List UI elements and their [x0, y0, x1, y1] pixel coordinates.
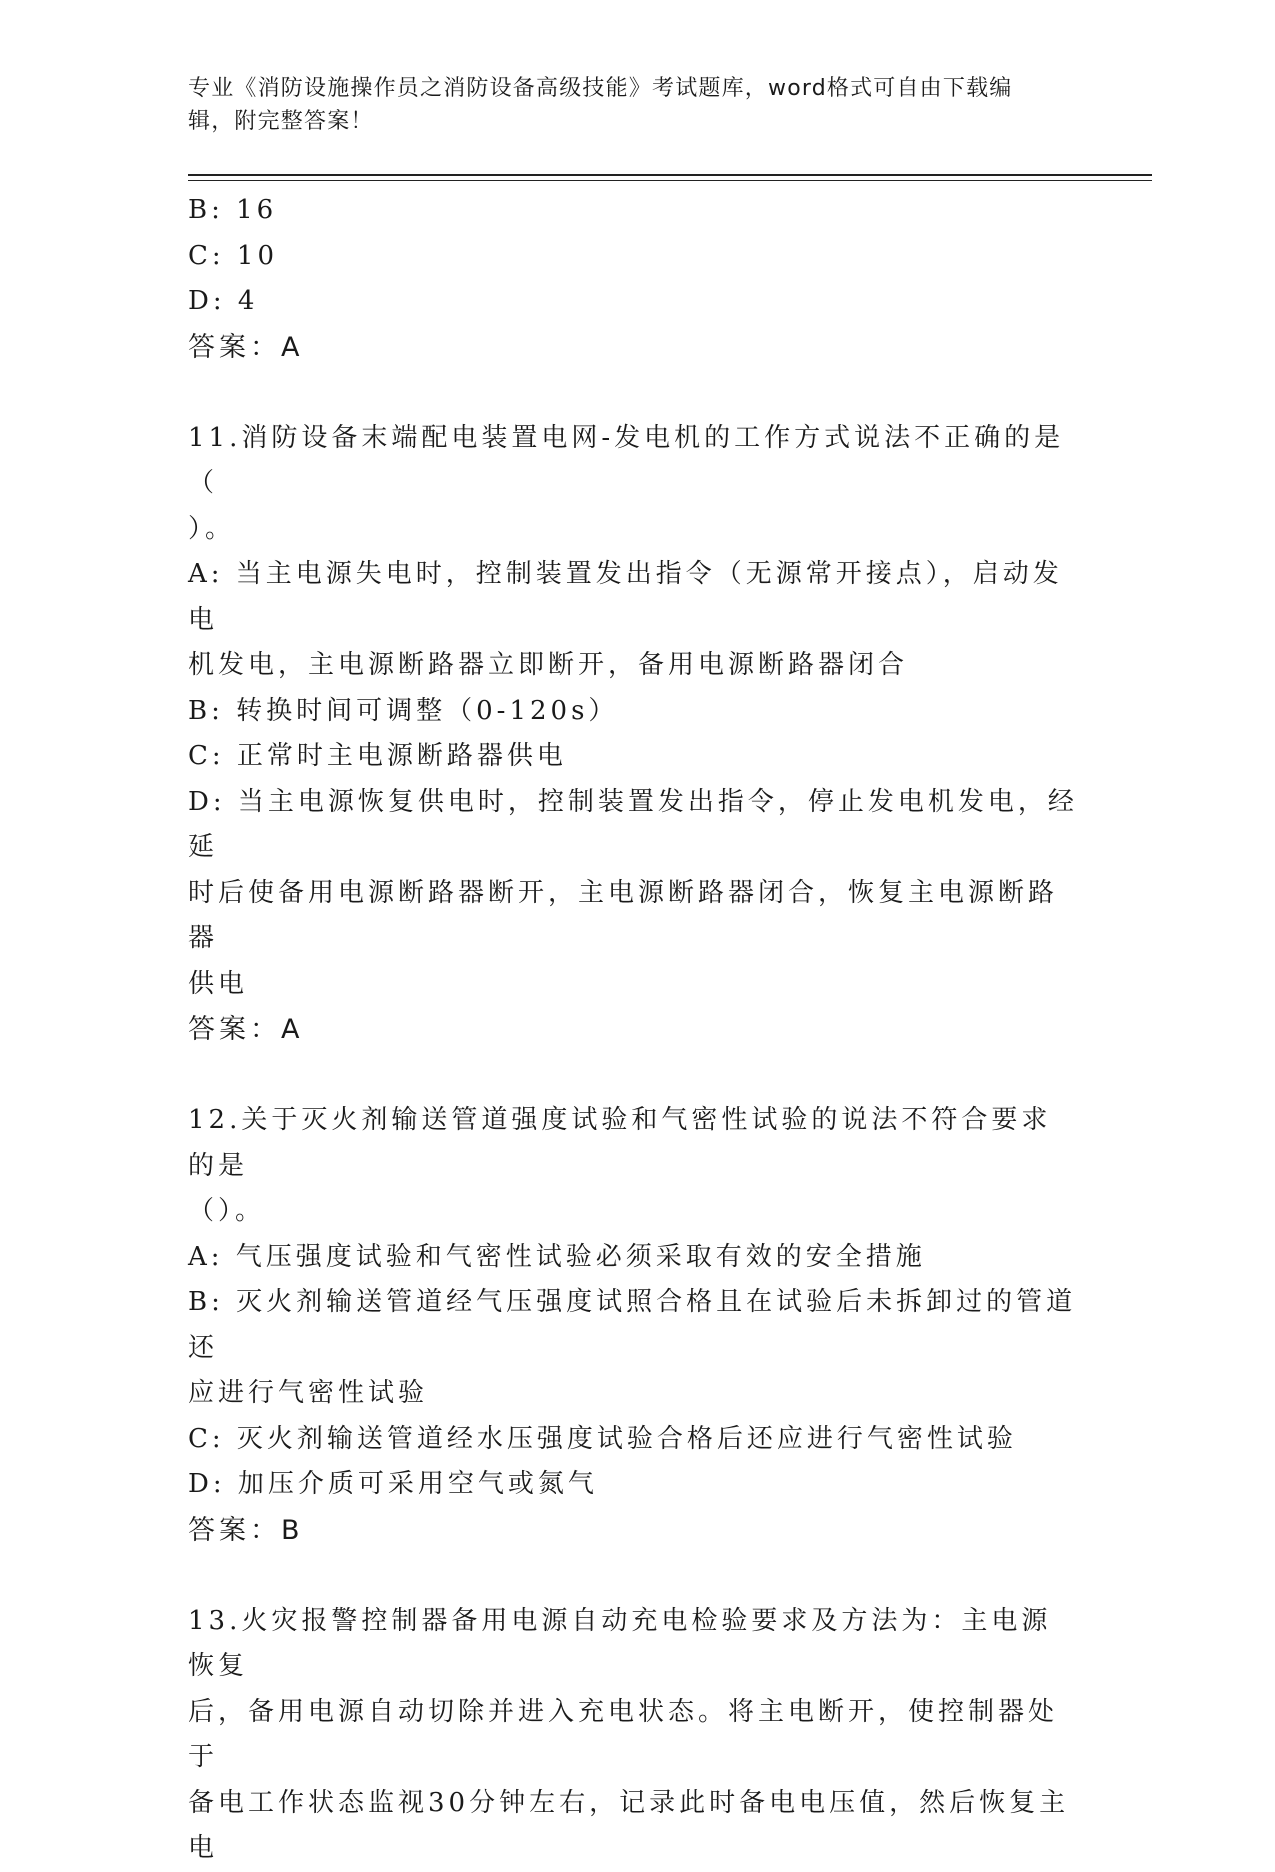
spacer	[188, 370, 1078, 416]
question-content	[188, 188, 1078, 1872]
question-12-stem: 12.关于灭火剂输送管道强度试验和气密性试验的说法不符合要求的是	[188, 1105, 1052, 1181]
question-11-answer: 答案：A	[188, 1014, 304, 1045]
question-11-stem: 11.消防设备末端配电装置电网-发电机的工作方式说法不正确的是（	[188, 422, 1065, 498]
question-12-answer: 答案：B	[188, 1514, 304, 1546]
question-13-stem-cont2: 备电工作状态监视30分钟左右，记录此时备电电压值，然后恢复主电	[188, 1787, 1070, 1863]
option-c: C: 10	[188, 240, 279, 271]
answer: 答案：A	[188, 331, 304, 363]
question-11-option-c: C: 正常时主电源断路器供电	[188, 741, 567, 771]
question-11-option-d-cont: 时后使备用电源断路器断开，主电源断路器闭合，恢复主电源断路器	[188, 877, 1059, 953]
question-11-option-d-cont2: 供电	[188, 968, 249, 999]
question-11-stem-cont: ）。	[188, 513, 236, 544]
question-11-option-a-cont: 机发电，主电源断路器立即断开，备用电源断路器闭合	[188, 650, 909, 680]
question-12-option-c: C: 灭火剂输送管道经水压强度试验合格后还应进行气密性试验	[188, 1423, 1017, 1454]
header-divider-thin	[188, 180, 1152, 181]
document-header	[188, 72, 1068, 138]
option-b: B: 16	[188, 195, 278, 225]
option-d: D: 4	[188, 286, 259, 316]
question-12-option-d: D: 加压介质可采用空气或氮气	[188, 1469, 598, 1499]
question-11-option-a: A: 当主电源失电时，控制装置发出指令（无源常开接点），启动发电	[188, 559, 1063, 635]
header-divider	[188, 174, 1152, 176]
spacer	[188, 1553, 1078, 1599]
question-12-option-b-cont: 应进行气密性试验	[188, 1378, 429, 1408]
question-12-option-a: A: 气压强度试验和气密性试验必须采取有效的安全措施	[188, 1241, 926, 1272]
header-line-2: 辑，附完整答案！	[188, 109, 374, 134]
question-12-stem-cont: （）。	[188, 1196, 266, 1226]
question-11-option-d: D: 当主电源恢复供电时，控制装置发出指令，停止发电机发电，经延	[188, 786, 1078, 862]
question-13-stem-cont: 后，备用电源自动切除并进入充电状态。将主电断开，使控制器处于	[188, 1696, 1059, 1772]
header-line-1: 专业《消防设施操作员之消防设备高级技能》考试题库，word格式可自由下载编	[188, 76, 1013, 101]
question-12-option-b: B: 灭火剂输送管道经气压强度试照合格且在试验后未拆卸过的管道还	[188, 1287, 1077, 1363]
question-11-option-b: B: 转换时间可调整（0-120s）	[188, 695, 619, 726]
spacer	[188, 1053, 1078, 1099]
question-13-stem: 13.火灾报警控制器备用电源自动充电检验要求及方法为：主电源恢复	[188, 1605, 1052, 1681]
